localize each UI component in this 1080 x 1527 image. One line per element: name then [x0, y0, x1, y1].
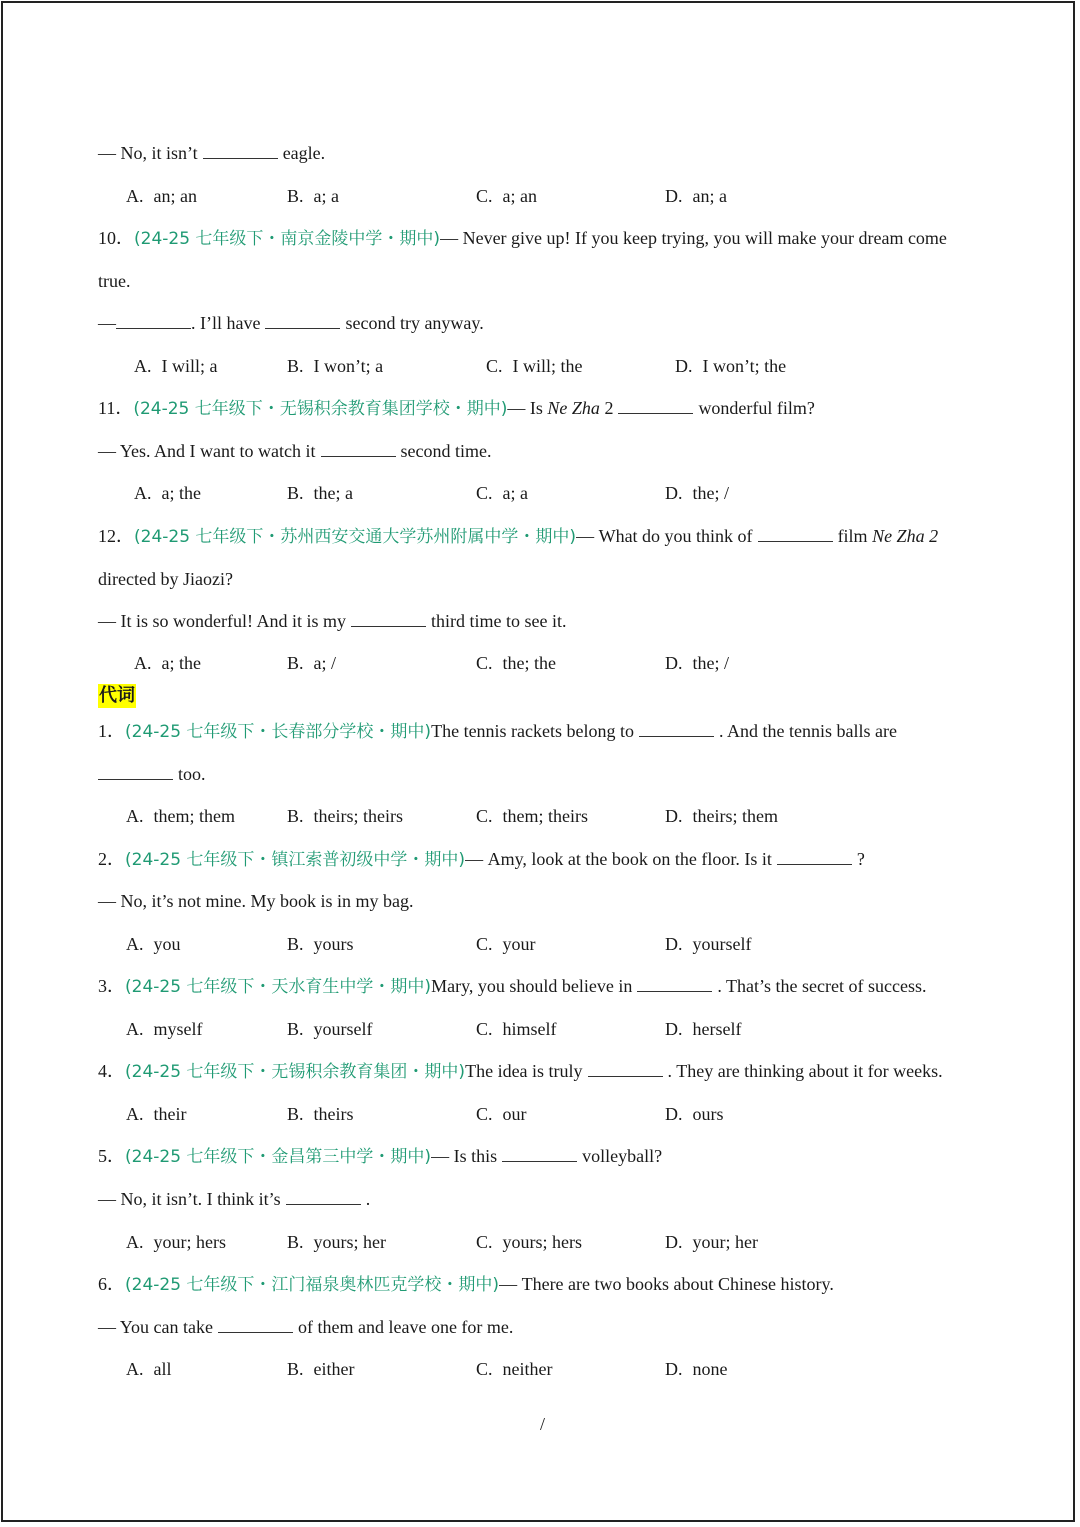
question-p2-answer: — No, it’s not mine. My book is in my bag.: [98, 891, 414, 911]
blank: [203, 144, 278, 159]
option-c: C. a; an: [476, 186, 537, 206]
blank: [265, 314, 340, 329]
source-tag: (24-25 七年级下・江门福泉奥林匹克学校・期中): [125, 1275, 500, 1295]
question-10-answer: — . I’ll have second try anyway.: [98, 313, 484, 333]
option-a: A. I will; a: [134, 356, 218, 376]
blank: [98, 765, 173, 780]
question-p4: 4．(24-25 七年级下・无锡积余教育集团・期中)The idea is truly . They are thinking about it for weeks.: [98, 1061, 943, 1082]
source-tag: (24-25 七年级下・长春部分学校・期中): [125, 722, 432, 742]
option-d: D. I won’t; the: [675, 356, 787, 376]
option-b: B. a; a: [287, 186, 339, 206]
source-tag: (24-25 七年级下・无锡积余教育集团学校・期中): [133, 399, 508, 419]
option-b: B. yours: [287, 934, 354, 954]
blank: [777, 850, 852, 865]
option-b: B. a; /: [287, 653, 337, 673]
option-a: A. all: [126, 1359, 172, 1379]
source-tag: (24-25 七年级下・苏州西安交通大学苏州附属中学・期中): [134, 527, 577, 547]
blank: [758, 527, 833, 542]
option-d: D. the; /: [665, 483, 729, 503]
option-c: C. yours; hers: [476, 1232, 583, 1252]
option-d: D. none: [665, 1359, 728, 1379]
option-a: A. you: [126, 934, 181, 954]
question-p1: 1．(24-25 七年级下・长春部分学校・期中)The tennis rackets belong to . And the tennis balls are: [98, 721, 897, 742]
option-c: C. himself: [476, 1019, 557, 1039]
option-b: B. yourself: [287, 1019, 373, 1039]
question-11: 11．(24-25 七年级下・无锡积余教育集团学校・期中)— Is Ne Zha 2 wonderful film?: [98, 398, 815, 419]
source-tag: (24-25 七年级下・镇江索普初级中学・期中): [125, 850, 466, 870]
blank: [286, 1190, 361, 1205]
blank: [351, 612, 426, 627]
option-c: C. neither: [476, 1359, 553, 1379]
option-b: B. yours; her: [287, 1232, 386, 1252]
question-p6: 6．(24-25 七年级下・江门福泉奥林匹克学校・期中)— There are two books about Chinese history.: [98, 1274, 834, 1295]
option-a: A. your; hers: [126, 1232, 226, 1252]
option-b: B. I won’t; a: [287, 356, 384, 376]
option-c: C. our: [476, 1104, 527, 1124]
question-11-answer: — Yes. And I want to watch it second time.: [98, 441, 492, 461]
option-b: B. either: [287, 1359, 355, 1379]
question-12: 12．(24-25 七年级下・苏州西安交通大学苏州附属中学・期中)— What do you think of film Ne Zha 2: [98, 526, 939, 547]
question-p6-answer: — You can take of them and leave one for me.: [98, 1317, 514, 1337]
option-b: B. theirs; theirs: [287, 806, 403, 826]
option-d: D. the; /: [665, 653, 729, 673]
section-heading: 代词: [99, 685, 135, 706]
option-a: A. an; an: [126, 186, 197, 206]
option-b: B. the; a: [287, 483, 353, 503]
blank: [618, 399, 693, 414]
option-a: A. myself: [126, 1019, 203, 1039]
option-d: D. herself: [665, 1019, 742, 1039]
option-a: A. a; the: [134, 483, 201, 503]
question-12-cont: directed by Jiaozi?: [98, 569, 233, 589]
question-p2: 2．(24-25 七年级下・镇江索普初级中学・期中)— Amy, look at the book on the floor. Is it ?: [98, 849, 865, 870]
option-d: D. ours: [665, 1104, 724, 1124]
question-12-answer: — It is so wonderful! And it is my third time to see it.: [98, 611, 567, 631]
source-tag: (24-25 七年级下・无锡积余教育集团・期中): [125, 1062, 466, 1082]
blank: [639, 722, 714, 737]
question-10: 10．(24-25 七年级下・南京金陵中学・期中)— Never give up! If you keep trying, you will make your dream come: [98, 228, 947, 249]
option-a: A. them; them: [126, 806, 235, 826]
question-p5-answer: — No, it isn’t. I think it’s .: [98, 1189, 371, 1209]
blank: [218, 1318, 293, 1333]
question-answer-line: — No, it isn’t eagle.: [98, 143, 326, 163]
blank: [637, 977, 712, 992]
question-p1-cont: too.: [98, 763, 206, 785]
source-tag: (24-25 七年级下・金昌第三中学・期中): [125, 1147, 432, 1167]
option-d: D. theirs; them: [665, 806, 778, 826]
option-c: C. the; the: [476, 653, 556, 673]
option-a: A. a; the: [134, 653, 201, 673]
blank: [502, 1147, 577, 1162]
option-c: C. your: [476, 934, 536, 954]
option-c: C. them; theirs: [476, 806, 588, 826]
source-tag: (24-25 七年级下・南京金陵中学・期中): [134, 229, 441, 249]
blank: [321, 442, 396, 457]
option-a: A. their: [126, 1104, 187, 1124]
question-p3: 3．(24-25 七年级下・天水育生中学・期中)Mary, you should believe in . That’s the secret of success.: [98, 976, 927, 997]
option-d: D. your; her: [665, 1232, 758, 1252]
option-d: D. yourself: [665, 934, 752, 954]
option-c: C. I will; the: [486, 356, 583, 376]
question-p5: 5．(24-25 七年级下・金昌第三中学・期中)— Is this volleyball?: [98, 1146, 663, 1167]
option-d: D. an; a: [665, 186, 727, 206]
option-c: C. a; a: [476, 483, 528, 503]
question-10-cont: true.: [98, 271, 131, 291]
blank: [588, 1062, 663, 1077]
option-b: B. theirs: [287, 1104, 354, 1124]
blank: [116, 314, 191, 329]
page-footer: /: [540, 1414, 546, 1434]
source-tag: (24-25 七年级下・天水育生中学・期中): [125, 977, 432, 997]
